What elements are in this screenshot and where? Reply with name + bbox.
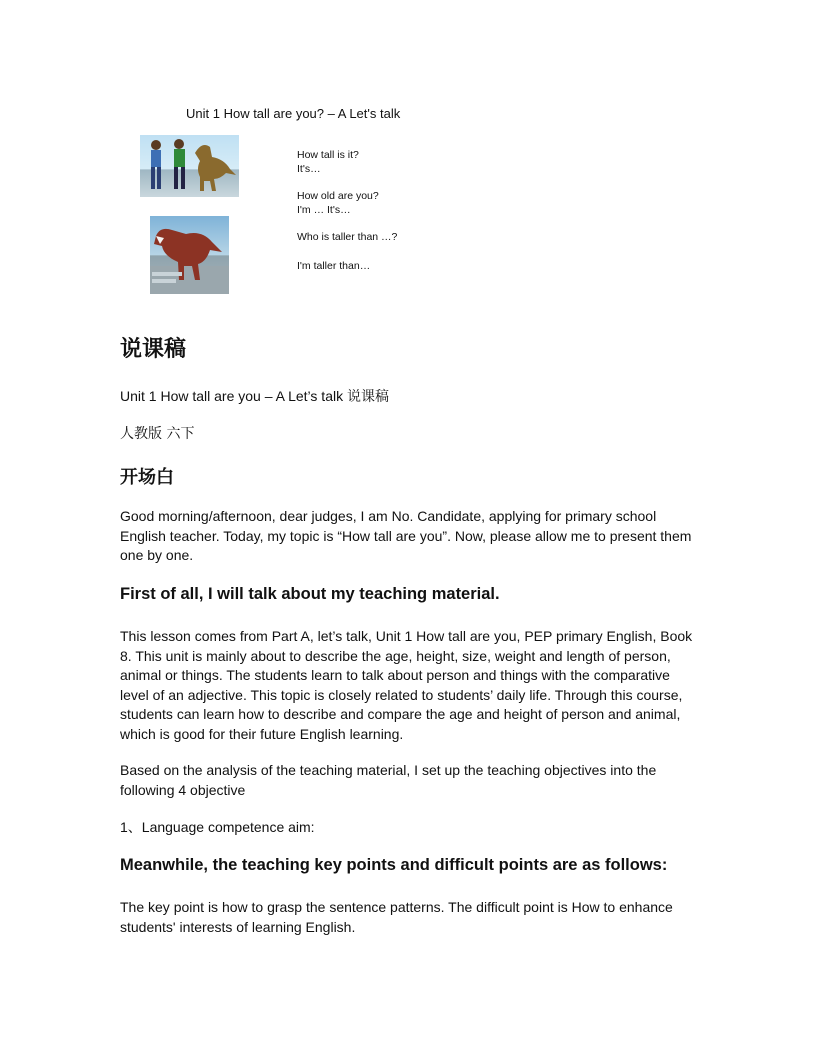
edition-label: 人教版 六下: [120, 426, 195, 442]
phrase-line: I'm … It's…: [297, 203, 351, 216]
slide-phrases: [297, 149, 397, 273]
opening-heading: 开场白: [120, 467, 174, 488]
doc-subtitle: Unit 1 How tall are you – A Let’s talk 说课稿: [120, 388, 389, 404]
objectives-paragraph: Based on the analysis of the teaching material, I set up the teaching objectives into the following 4 objective: [120, 762, 657, 798]
opening-paragraph: Good morning/afternoon, dear judges, I am No. Candidate, applying for primary school English teacher. Today, my topic is “How tall are you”. Now, please allow me to present them one by one.: [120, 508, 692, 564]
boys-and-dinosaur-image: [140, 135, 239, 197]
phrase-line: It's…: [297, 162, 321, 175]
main-heading: 说课稿: [120, 337, 187, 362]
phrase-line: I'm taller than…: [297, 259, 371, 272]
material-heading: First of all, I will talk about my teaching material.: [120, 585, 500, 603]
phrase-line: Who is taller than …?: [297, 231, 398, 243]
phrase-line: How tall is it?: [297, 149, 359, 161]
material-paragraph: This lesson comes from Part A, let’s talk, Unit 1 How tall are you, PEP primary English, Book 8. This unit is mainly about to describe the age, height, size, weight and length of person, animal or things. The students learn to talk about person and things with the comparative level of an adjective. This topic is closely related to students’ daily life. Through this course, students can learn how to describe and compare the age and height of person and animal, which is good for their future English learning.: [120, 628, 693, 742]
objective-item: 1、Language competence aim:: [120, 819, 315, 835]
keypoints-paragraph: The key point is how to grasp the sentence patterns. The difficult point is How to enhance students' interests of learning English.: [120, 899, 673, 935]
slide-title: Unit 1 How tall are you? – A Let's talk: [186, 106, 401, 121]
dinosaur-image: [150, 216, 229, 294]
phrase-line: How old are you?: [297, 190, 379, 202]
keypoints-heading: Meanwhile, the teaching key points and difficult points are as follows:: [120, 856, 668, 874]
